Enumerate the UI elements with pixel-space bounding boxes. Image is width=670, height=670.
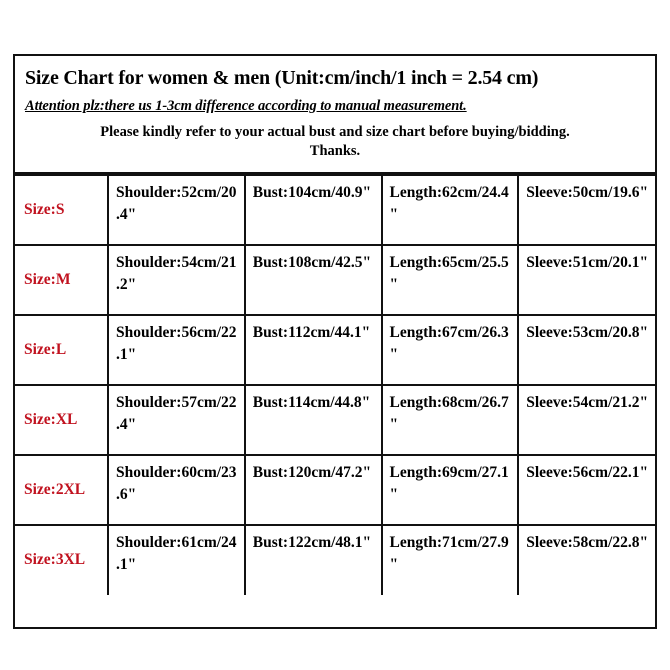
shoulder-value: Shoulder:61cm/24.1"	[108, 525, 245, 595]
length-value: Length:69cm/27.1"	[382, 455, 519, 525]
size-label: Size:S	[15, 175, 108, 245]
length-value: Length:71cm/27.9"	[382, 525, 519, 595]
size-label: Size:L	[15, 315, 108, 385]
shoulder-value: Shoulder:57cm/22.4"	[108, 385, 245, 455]
size-chart-container	[13, 54, 657, 629]
shoulder-value: Shoulder:52cm/20.4"	[108, 175, 245, 245]
table-row	[15, 525, 655, 595]
table-row	[15, 385, 655, 455]
shoulder-value: Shoulder:54cm/21.2"	[108, 245, 245, 315]
buying-note: Please kindly refer to your actual bust and size chart before buying/bidding.	[100, 123, 570, 140]
bust-value: Bust:114cm/44.8"	[245, 385, 382, 455]
size-label: Size:XL	[15, 385, 108, 455]
bust-value: Bust:108cm/42.5"	[245, 245, 382, 315]
length-value: Length:62cm/24.4"	[382, 175, 519, 245]
sleeve-value: Sleeve:50cm/19.6"	[518, 175, 655, 245]
table-row	[15, 175, 655, 245]
chart-title: Size Chart for women & men (Unit:cm/inch/1 inch = 2.54 cm)	[25, 67, 539, 89]
bust-value: Bust:112cm/44.1"	[245, 315, 382, 385]
chart-header	[15, 56, 655, 174]
bust-value: Bust:122cm/48.1"	[245, 525, 382, 595]
shoulder-value: Shoulder:60cm/23.6"	[108, 455, 245, 525]
bust-value: Bust:104cm/40.9"	[245, 175, 382, 245]
thanks-note: Thanks.	[309, 143, 361, 160]
sleeve-value: Sleeve:54cm/21.2"	[518, 385, 655, 455]
length-value: Length:65cm/25.5"	[382, 245, 519, 315]
size-label: Size:2XL	[15, 455, 108, 525]
length-value: Length:67cm/26.3"	[382, 315, 519, 385]
attention-note: Attention plz:there us 1-3cm difference according to manual measurement.	[25, 98, 467, 114]
table-row	[15, 245, 655, 315]
sleeve-value: Sleeve:56cm/22.1"	[518, 455, 655, 525]
sleeve-value: Sleeve:58cm/22.8"	[518, 525, 655, 595]
table-row	[15, 455, 655, 525]
bust-value: Bust:120cm/47.2"	[245, 455, 382, 525]
size-label: Size:3XL	[15, 525, 108, 595]
length-value: Length:68cm/26.7"	[382, 385, 519, 455]
table-row	[15, 315, 655, 385]
size-label: Size:M	[15, 245, 108, 315]
size-table	[15, 174, 655, 595]
sleeve-value: Sleeve:53cm/20.8"	[518, 315, 655, 385]
sleeve-value: Sleeve:51cm/20.1"	[518, 245, 655, 315]
shoulder-value: Shoulder:56cm/22.1"	[108, 315, 245, 385]
